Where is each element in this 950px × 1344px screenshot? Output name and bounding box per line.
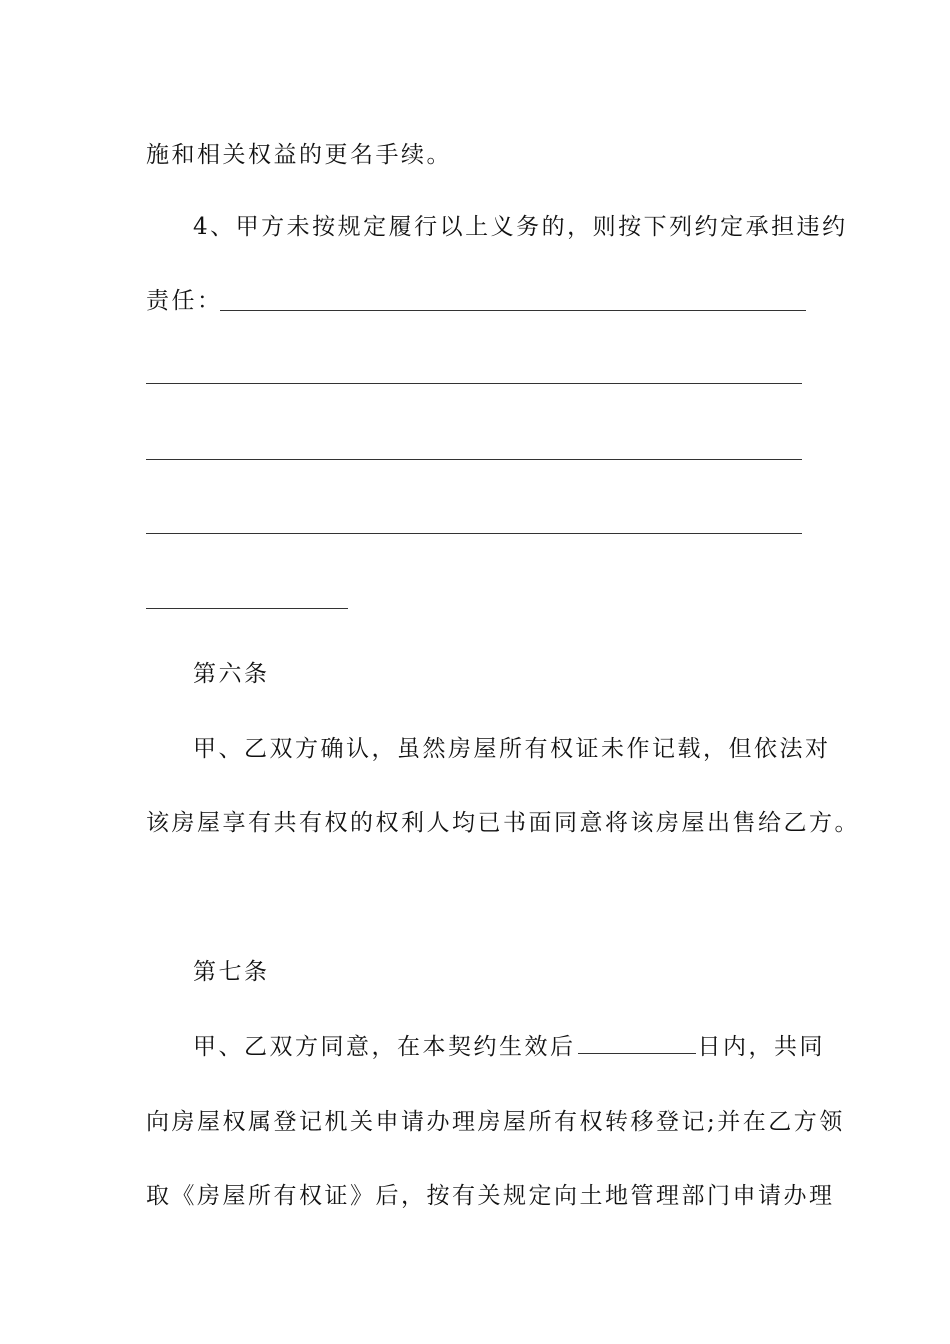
article-6-line: 该房屋享有共有权的权利人均已书面同意将该房屋出售给乙方。 — [146, 810, 860, 836]
fill-in-blank-line — [146, 383, 802, 384]
liability-label: 责任： — [146, 288, 223, 314]
article-7-line: 向房屋权属登记机关申请办理房屋所有权转移登记;并在乙方领 — [146, 1109, 845, 1135]
article-7-text: 甲、乙双方同意，在本契约生效后 — [193, 1034, 576, 1060]
clause-4-line: 4、甲方未按规定履行以上义务的，则按下列约定承担违约 — [193, 214, 848, 240]
fill-in-blank-line — [146, 459, 802, 460]
article-6-line: 甲、乙双方确认，虽然房屋所有权证未作记载，但依法对 — [193, 736, 831, 762]
article-7-text: 日内，共同 — [697, 1034, 825, 1060]
article-7-heading: 第七条 — [193, 959, 270, 985]
fill-in-blank — [578, 1033, 696, 1054]
article-7-line — [193, 1032, 825, 1062]
fill-in-blank-line — [146, 533, 802, 534]
paragraph-line: 施和相关权益的更名手续。 — [146, 142, 452, 168]
fill-in-blank-line — [220, 310, 806, 311]
article-7-line: 取《房屋所有权证》后，按有关规定向土地管理部门申请办理 — [146, 1183, 835, 1209]
fill-in-blank-line — [146, 608, 348, 609]
article-6-heading: 第六条 — [193, 661, 270, 687]
